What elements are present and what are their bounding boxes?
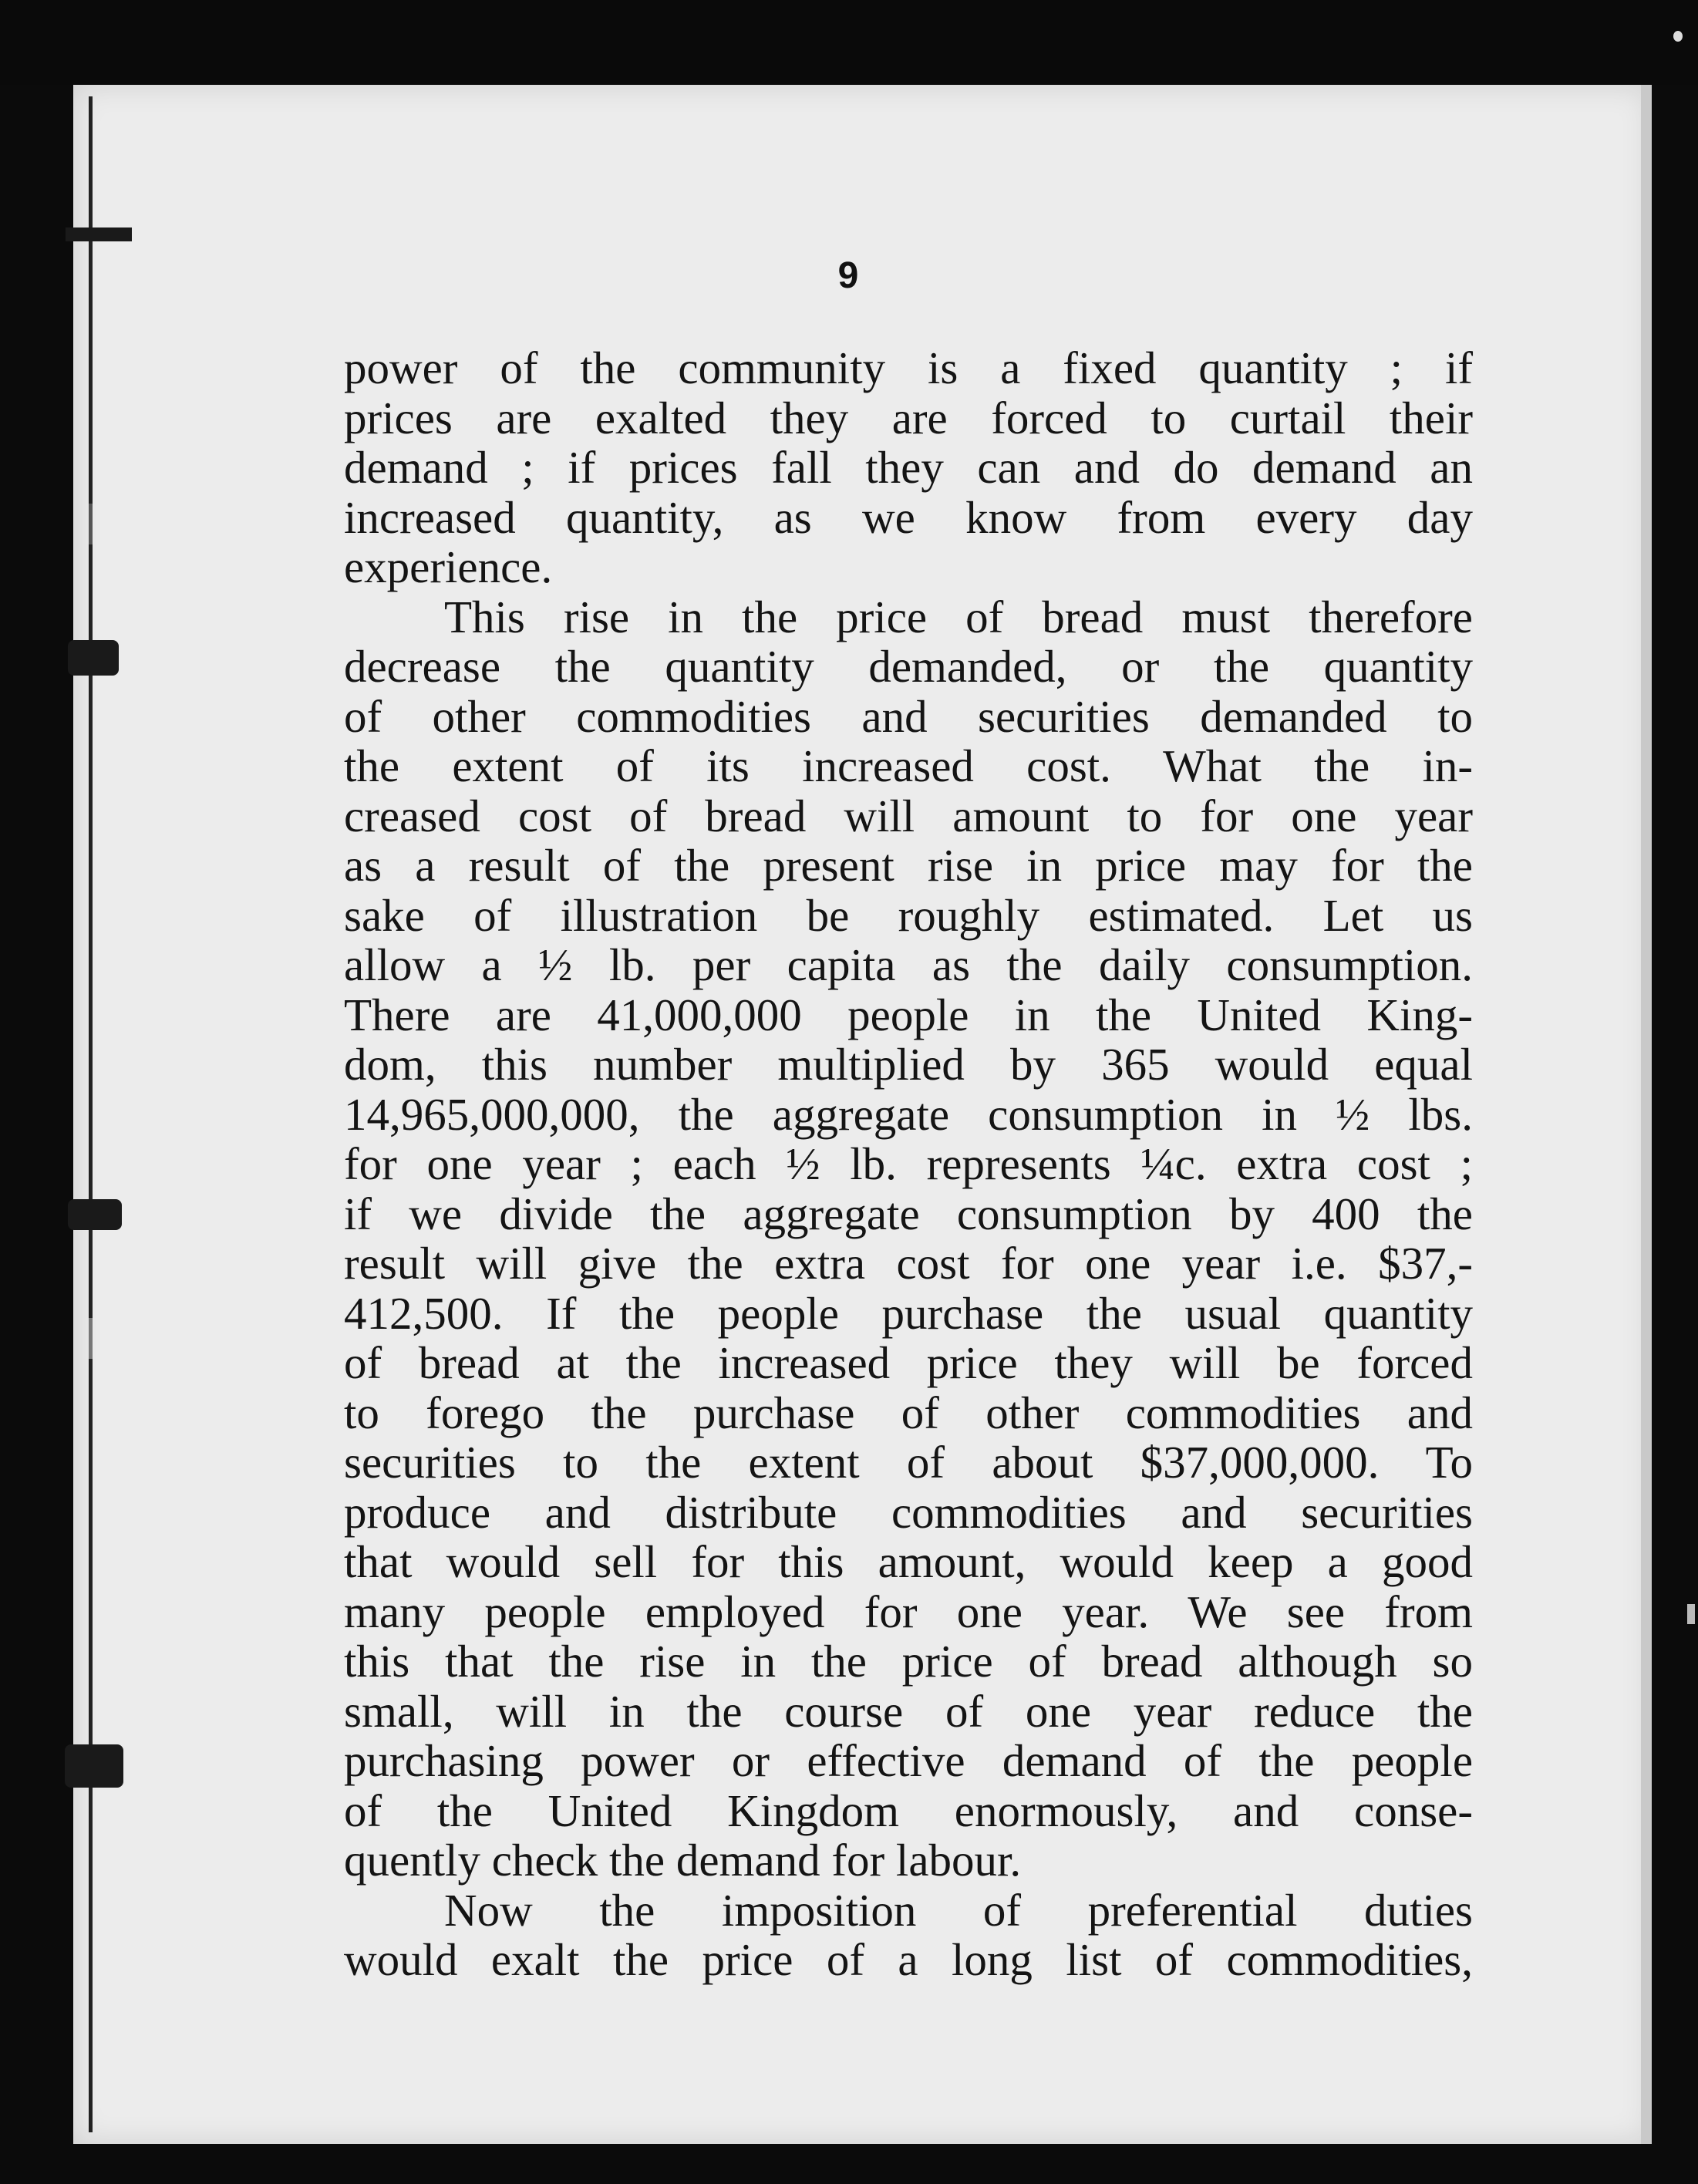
binding-staple [68, 1199, 122, 1230]
text-line: many people employed for one year. We see from [344, 1586, 1473, 1637]
scan-top-border [0, 0, 1698, 85]
text-line: dom, this number multiplied by 365 would equal [344, 1039, 1473, 1090]
text-line: as a result of the present rise in price may for the [344, 840, 1473, 891]
text-line: securities to the extent of about $37,000,000. To [344, 1437, 1473, 1488]
text-line: would exalt the price of a long list of commodities, [344, 1934, 1473, 1985]
text-line: prices are exalted they are forced to curtail their [344, 392, 1473, 443]
binding-clip [66, 228, 132, 241]
text-line: creased cost of bread will amount to for one year [344, 790, 1473, 841]
text-line: demand ; if prices fall they can and do demand an [344, 442, 1473, 493]
text-line: for one year ; each ½ lb. represents ¼c. extra cost ; [344, 1138, 1473, 1189]
text-line: to forego the purchase of other commodities and [344, 1387, 1473, 1438]
text-line: 412,500. If the people purchase the usual quantity [344, 1287, 1473, 1339]
text-line: experience. [344, 541, 553, 592]
scan-artifact [1673, 31, 1683, 42]
text-line: allow a ½ lb. per capita as the daily consumption. [344, 939, 1473, 990]
scan-artifact [1687, 1604, 1695, 1624]
text-line: decrease the quantity demanded, or the quantity [344, 641, 1473, 692]
body-text [344, 343, 1473, 1985]
binding-spine [89, 96, 93, 2132]
text-line: the extent of its increased cost. What the in- [344, 740, 1473, 791]
text-line: of bread at the increased price they will be forced [344, 1337, 1473, 1388]
binding-staple [68, 640, 119, 676]
text-line: 14,965,000,000, the aggregate consumption in ½ lbs. [344, 1088, 1473, 1140]
text-line: if we divide the aggregate consumption by 400 the [344, 1188, 1473, 1239]
binding-staple [65, 1744, 123, 1788]
text-line: sake of illustration be roughly estimated. Let us [344, 889, 1473, 941]
page-edge [1641, 85, 1652, 2144]
text-line: This rise in the price of bread must therefore [444, 591, 1473, 642]
text-line: that would sell for this amount, would keep a good [344, 1536, 1473, 1587]
text-line: of the United Kingdom enormously, and conse- [344, 1785, 1473, 1836]
text-line: produce and distribute commodities and securities [344, 1486, 1473, 1538]
text-line: this that the rise in the price of bread although so [344, 1636, 1473, 1687]
text-line: There are 41,000,000 people in the United King- [344, 989, 1473, 1040]
text-line: quently check the demand for labour. [344, 1835, 1022, 1886]
text-line: power of the community is a fixed quantity ; if [344, 342, 1473, 393]
text-line: result will give the extra cost for one year i.e. $37,- [344, 1238, 1473, 1289]
text-line: Now the imposition of preferential duties [444, 1884, 1473, 1936]
text-line: of other commodities and securities demanded to [344, 690, 1473, 742]
text-line: increased quantity, as we know from every day [344, 491, 1473, 543]
text-line: small, will in the course of one year reduce the [344, 1685, 1473, 1737]
text-line: purchasing power or effective demand of the people [344, 1735, 1473, 1786]
page-number: 9 [837, 255, 859, 296]
